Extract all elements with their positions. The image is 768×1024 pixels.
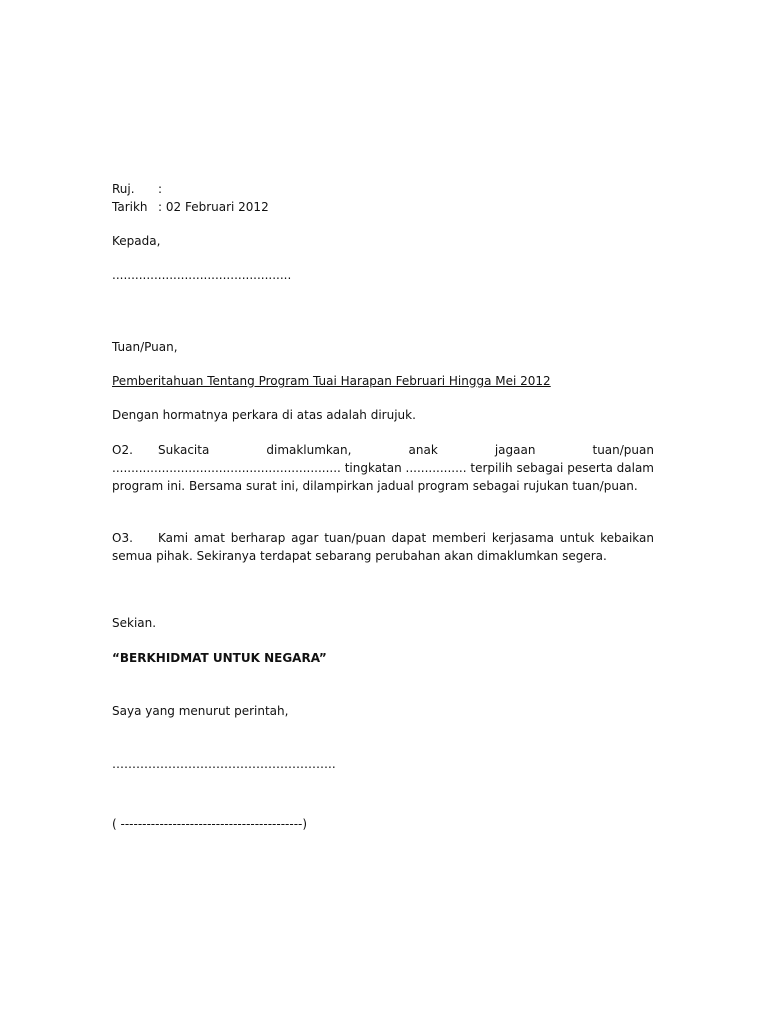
closing-motto: “BERKHIDMAT UNTUK NEGARA”: [112, 651, 327, 665]
paragraph-number: O2.: [112, 443, 133, 457]
date-label: Tarikh: [112, 200, 148, 214]
date-row: [112, 198, 269, 216]
signature-dots: ………………………………………………..: [112, 757, 336, 771]
salutation: Tuan/Puan,: [112, 340, 178, 354]
signatory-name-placeholder: ( ------------------------------------------): [112, 817, 308, 831]
reference-label: Ruj.: [112, 182, 135, 196]
recipient-address-dots: ...............................................: [112, 268, 292, 282]
recipient-label: Kepada,: [112, 234, 161, 248]
closing-sekian: Sekian.: [112, 616, 157, 630]
paragraph-text: Kami amat berharap agar tuan/puan dapat memberi kerjasama untuk kebaikan semua pihak. Sekiranya terdapat sebarang perubahan akan dimaklumkan segera.: [112, 531, 654, 563]
paragraph-text: Sukacita dimaklumkan, anak jagaan tuan/puan ............................................................ tingkatan ................ terpilih sebagai peserta dalam program ini. Bersama surat ini, dilampirkan jadual program sebagai rujukan tuan/puan.: [112, 443, 654, 493]
subject-line: Pemberitahuan Tentang Program Tuai Harapan Februari Hingga Mei 2012: [112, 374, 551, 388]
opening-sentence: Dengan hormatnya perkara di atas adalah dirujuk.: [112, 408, 416, 422]
closing-instruction: Saya yang menurut perintah,: [112, 704, 289, 718]
reference-row: [112, 180, 162, 198]
paragraph-03: [112, 529, 654, 565]
reference-separator: :: [158, 182, 163, 196]
paragraph-number: O3.: [112, 531, 133, 545]
paragraph-02: [112, 441, 654, 495]
date-value: : 02 Februari 2012: [158, 200, 269, 214]
